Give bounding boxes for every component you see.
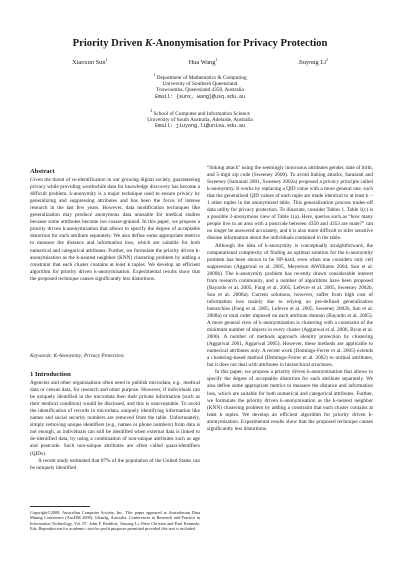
affiliation-1-email: Email: {sunx, wang}@usq.edu.au: [154, 93, 245, 100]
footnote-rule: [30, 506, 90, 507]
affiliation-2-email: Email: jiuyong.li@unisa.edu.au: [154, 123, 245, 130]
affiliation-2: $^2$ School of Computer and Information Science University of South Australia, Adelaide, Australia Email: jiuyong.li@unisa.edu.au: [0, 108, 400, 130]
paper-title: Priority Driven K-Anonymisation for Privacy Protection: [72, 38, 328, 49]
author-1: Xiaoxun Sun$^1$: [72, 57, 108, 67]
right-column: [207, 165, 373, 433]
abstract-section: [30, 168, 200, 283]
abstract-text: Given the threat of re-identification in our growing digital society, guaranteeing privacy while providing worthwhile data for knowledge discovery has become a difficult problem. k-anonymity is a major technique used to ensure privacy by generalizing and suppressing attributes and has been the focus of intense research in the last few years. However, data modification techniques like generalization may produce anonymous data unusable for medical studies because some attributes become too coarse-grained. In this paper, we propose a priority driven k-anonymisation that allows to specify the degree of acceptable distortion for each attribute separately. We also define some appropriate metrics to measure the distance and information loss, which are suitable for both numerical and categorical attributes. Further, we formulate the priority driven k-anonymisation as the k-nearest neighbor (KNN) clustering problem by adding a constraint that each cluster contains at least k tuples. We develop an efficient algorithm for priority driven k-anonymisation. Experimental results show that the proposed technique causes significantly less distortions.: [30, 177, 200, 282]
right-paragraph-2: Although the idea of k-anonymity is conceptually straightforward, the computational complexity of finding an optimal solution for the k-anonymity problem has been shown to be NP-hard, even when one considers only cell suppression (Aggarwal et al. 2005, Meyerson &Williams 2004, Sun et al. 2008b). The k-anonymity problem has recently drawn considerable interest from research community, and a number of algorithms have been proposed (Bayardo et al. 2005, Fung et al. 2005, Lefevre et al. 2005, Sweeney 2002b, Sun et al. 2008a). Current solutions, however, suffer from high cost of information loss mainly due to relying on pre-defined generalization hierarchies (Fung et al. 2005, Lefevre et al. 2005, Sweeney 2002b, Sun et al. 2008a) or total order imposed on each attribute domain (Bayardo et al. 2005). A more general view of k-anonymization is clustering with a constraint of the minimum number of objects in every cluster (Aggarwal et al. 2006, Byun et al. 2006). A number of methods approach identity protection by clustering (Aggarwal 2001, Aggarwal 2005). However, these methods are applicable to numerical attributes only. A recent work (Domingo-Ferrer et al. 2005) extends a clustering-based method (Domingo-Ferrer et al. 2002) to ordinal attributes, but it does not deal with attributes in hierarchical structures.: [207, 242, 373, 369]
intro-paragraph-2: A recent study estimated that 87% of the population of the United States can be uniquely identified: [30, 457, 200, 471]
author-list: [72, 57, 328, 66]
abstract-heading: Abstract: [30, 168, 55, 175]
keywords: Keywords: K-Anonymity; Privacy Protection;: [30, 353, 125, 359]
affiliation-1: $^1$ Department of Mathematics & Computing University of Southern Queensland Toowoomba, Queensland 4350, Australia Email: {sunx, wang}@usq.edu.au: [0, 72, 400, 100]
right-paragraph-3: In this paper, we propose a priority driven k-anonymisation that allows to specify the degree of acceptable distortion for each attribute separately. We also define some appropriate metrics to measure the distance and information loss, which are suitable for both numerical and categorical attributes. Further, we formulate the priority driven k-anonymisation as the k-nearest neighbor (KNN) clustering problem by adding a constraint that each cluster contains at least k tuples. We develop an efficient algorithm for priority driven k-anonymisation. Experimental results show that the proposed technique causes significantly less distortions.: [207, 369, 373, 432]
introduction-heading: 1 Introduction: [30, 371, 71, 378]
author-2: Hua Wang$^1$: [188, 57, 218, 67]
introduction-section: [30, 371, 200, 472]
intro-paragraph-1: Agencies and other organizations often need to publish microdata, e.g., medical data or census data, for research and other purpose. However, if individuals can be uniquely identified in the microdata then their private information (such as their medical condition) would be disclosed, and this is unacceptable. To avoid the identification of records in microdata, uniquely identifying information like names and social security numbers are removed from the table. Unfortunately, simply removing unique identifiers (e.g., names or phone numbers) from data is not enough, as individuals can still be identified when external data is linked to de-identified data, by using a combination of non-unique attributes such as age and postcode. Such non-unique attributes are often called quasi-identifiers (QIDs).: [30, 380, 200, 457]
right-paragraph-1: “linking attack” using the seemingly innocuous attributes gender, date of birth, and 5-digit zip code (Sweeney 2000). To avoid linking attacks, Samarati and Sweeney (Samarati 2001, Sweeney 2002a) proposed a privacy principle called k-anonymity. It works by replacing a QID value with a more general one, such that the generalized QID values of each tuple are made identical to at least k − 1 other tuples in the anonymized table. This generalization process trades-off data utility for privacy protection. To illustrate, consider Tables 1. Table 1(c) is a possible 2-anonymous view of Table 1(a). Here, queries such as “how many people live in an area with a postcode between 4350 and 4353 are male?” can no longer be answered accurately, and it is also more difficult to infer sensitive disease information about the individuals contained in the table.: [207, 165, 373, 242]
author-3: Jiuyong Li$^2$: [298, 57, 328, 67]
copyright-footnote: Copyright©2008, Australian Computer Society, Inc. This paper appeared at Australasian Data Mining Conference (AusDM 2008), Glenelg, Australia. Conferences in Research and Practice in Information Technology, Vol. 87. John F. Roddick, Jiuyong Li, Peter Christen and Paul Kennedy, Eds. Reproduction for academic, not-for profit purposes permitted provided this text is included.: [30, 510, 200, 531]
